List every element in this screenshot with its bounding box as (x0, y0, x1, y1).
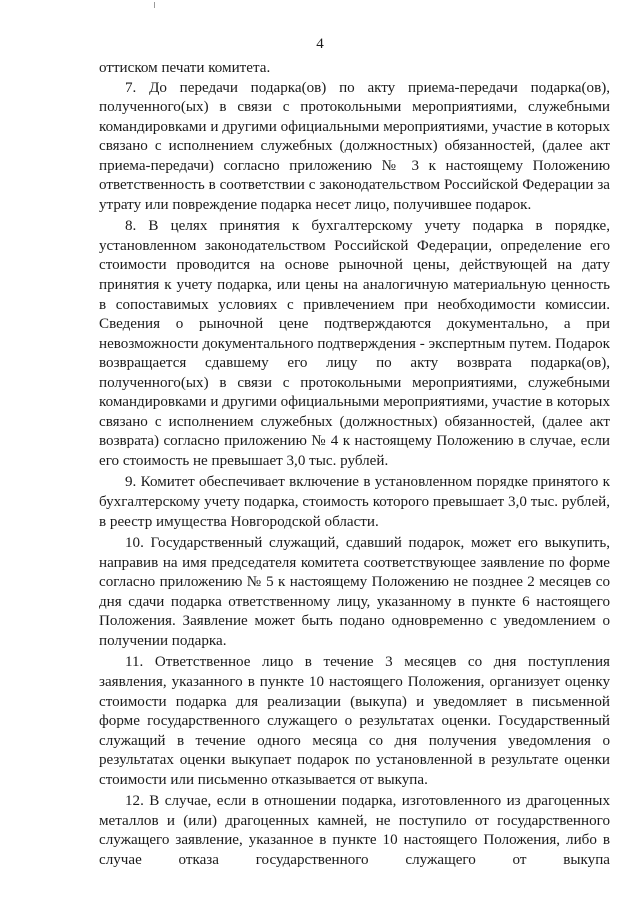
document-body (99, 59, 610, 870)
paragraph-7: 7. До передачи подарка(ов) по акту приема-передачи подарка(ов), полученного(ых) в связи с протокольными мероприятиями, служебными командировками и другими официальными мероприятиями, участие в которых связано с исполнением служебных (должностных) обязанностей, (далее акт приема-передачи) согласно приложению № 3 к настоящему Положению ответственность в соответствии с законодательством Российской Федерации за утрату или повреждение подарка несет лицо, получившее подарок. (99, 79, 610, 213)
paragraph-8: 8. В целях принятия к бухгалтерскому учету подарка в порядке, установленном законодательством Российской Федерации, определение его стоимости проводится на основе рыночной цены, действующей на дату принятия к учету подарка, или цены на аналогичную материальную ценность в сопоставимых условиях с привлечением при необходимости комиссии. Сведения о рыночной цене подтверждаются документально, а при невозможности документального подтверждения - экспертным путем. Подарок возвращается сдавшему его лицу по акту возврата подарка(ов), полученного(ых) в связи с протокольными мероприятиями, служебными командировками и другими официальными мероприятиями, участие в которых связано с исполнением служебных (должностных) обязанностей, (далее акт возврата) согласно приложению № 4 к настоящему Положению в случае, если его стоимость не превышает 3,0 тыс. рублей. (99, 218, 610, 469)
paragraph-12: 12. В случае, если в отношении подарка, изготовленного из драгоценных металлов и (или) драгоценных камней, не поступило от государственного служащего заявление, указанное в пункте 10 настоящего Положения, либо в случае отказа государственного служащего от выкупа (99, 793, 610, 868)
paragraph-11: 11. Ответственное лицо в течение 3 месяцев со дня поступления заявления, указанного в пункте 10 настоящего Положения, организует оценку стоимости подарка для реализации (выкупа) и уведомляет в письменной форме государственного служащего о результатах оценки. Государственный служащий в течение одного месяца со дня получения уведомления о результатах оценки выкупает подарок по установленной в результате оценки стоимости или письменно отказывается от выкупа. (99, 654, 610, 788)
scan-mark (154, 2, 155, 8)
paragraph-9: 9. Комитет обеспечивает включение в установленном порядке принятого к бухгалтерскому учету подарка, стоимость которого превышает 3,0 тыс. рублей, в реестр имущества Новгородской области. (99, 474, 610, 530)
paragraph-10: 10. Государственный служащий, сдавший подарок, может его выкупить, направив на имя председателя комитета соответствующее заявление по форме согласно приложению № 5 к настоящему Положению не позднее 2 месяцев со дня сдачи подарка ответственному лицу, указанному в пункте 6 настоящего Положения. Заявление может быть подано одновременно с уведомлением о получении подарка. (99, 535, 610, 649)
page-number: 4 (316, 36, 324, 52)
paragraph-continuation: оттиском печати комитета. (99, 60, 271, 76)
